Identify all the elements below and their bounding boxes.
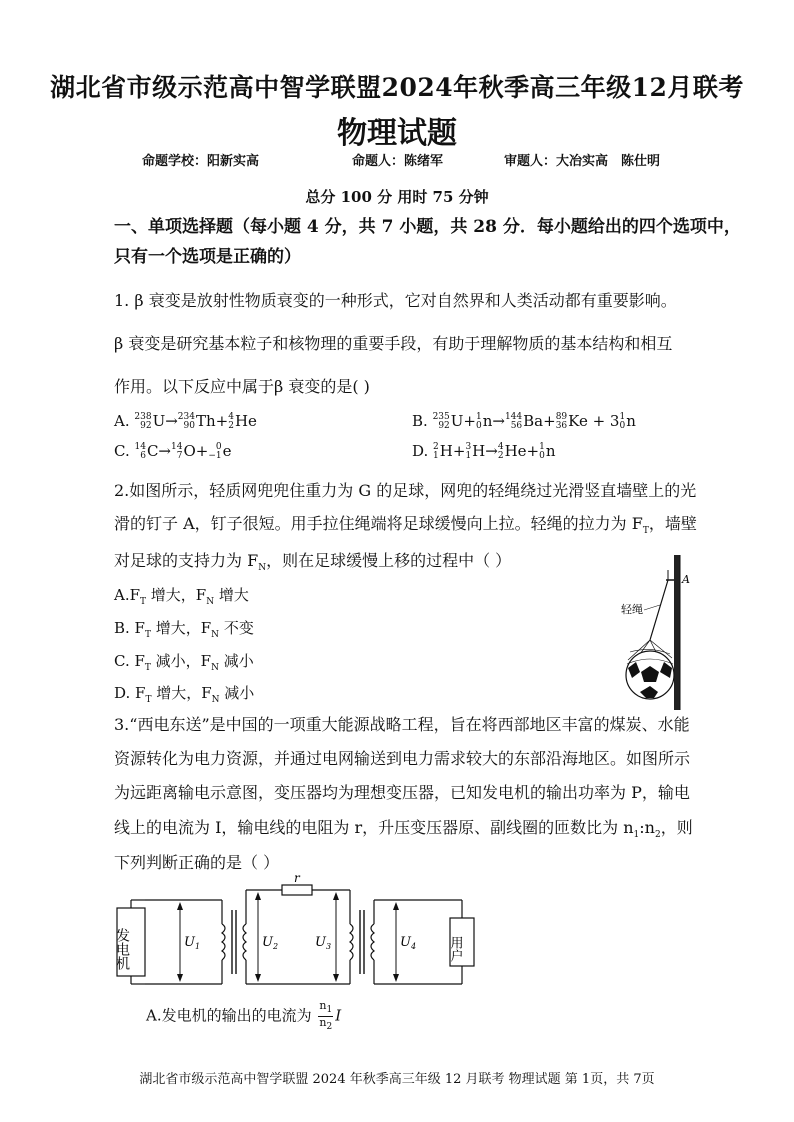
q3-option-a[interactable]: A.发电机的输出的电流为 $\frac{n_1}{n_2}$ I	[146, 999, 342, 1033]
section-heading: 一、单项选择题（每小题 4 分，共 7 小题，共 28 分．每小题给出的四个选项中，	[114, 217, 741, 237]
q3-line1: 3.“西电东送”是中国的一项重大能源战略工程，旨在将西部地区丰富的煤炭、水能	[114, 715, 690, 734]
q2-line1: 2.如图所示，轻质网兜兜住重力为 G 的足球，网兜的轻绳绕过光滑竖直墙壁上的光	[114, 481, 697, 500]
power-transmission-diagram	[112, 871, 482, 995]
resistor-r	[282, 885, 312, 895]
u2-label: $U_2$	[262, 935, 279, 951]
generator-label: 发电机	[114, 928, 130, 970]
q2-line2: 滑的钉子 A，钉子很短。用手拉住绳端将足球缓慢向上拉。轻绳的拉力为 $F_T$，墙壁	[114, 514, 697, 537]
football-wall-figure	[600, 550, 700, 710]
u1-label: $U_1$	[184, 935, 201, 951]
exam-title: 湖北省市级示范高中智学联盟2024年秋季高三年级12月联考	[50, 73, 744, 102]
school-label: 命题学校：阳新实高	[142, 154, 260, 169]
q2-option-d[interactable]: D. $F_T$ 增大，$F_N$ 减小	[114, 684, 255, 705]
total-score: 总分 100 分 用时 75 分钟	[305, 188, 489, 206]
reviewer-label: 审题人：大冶实高 陈仕明	[504, 154, 661, 169]
user-label: 用户	[447, 936, 463, 962]
q3-line5: 下列判断正确的是（ ）	[114, 853, 280, 872]
page-footer: 湖北省市级示范高中智学联盟 2024 年秋季高三年级 12 月联考 物理试题 第 1页，共 7页	[139, 1072, 655, 1087]
q1-line1: 1. β 衰变是放射性物质衰变的一种形式，它对自然界和人类活动都有重要影响。	[114, 291, 677, 310]
q2-option-a[interactable]: $A.F_T$ 增大，$F_N$ 增大	[114, 586, 249, 607]
q1-option-a[interactable]: A. 238 92 U→ 234 90 Th+ 4 2 He	[114, 412, 257, 431]
u3-label: $U_3$	[315, 935, 332, 951]
q2-option-b[interactable]: B. $F_T$ 增大，$F_N$ 不变	[114, 619, 254, 640]
q2-option-c[interactable]: C. $F_T$ 减小，$F_N$ 减小	[114, 652, 254, 673]
rope	[650, 580, 668, 640]
resistor-label: r	[294, 871, 300, 885]
q3-line2: 资源转化为电力资源，并通过电网输送到电力需求较大的东部沿海地区。如图所示	[114, 749, 691, 768]
q1-option-d[interactable]: D. 2 1 H+ 3 1 H→ 4 2 He+ 1 0 n	[412, 442, 556, 461]
q3-line4: 线上的电流为 I，输电线的电阻为 r，升压变压器原、副线圈的匝数比为 $n_1:n_2$，则	[114, 818, 693, 841]
q1-line2: β 衰变是研究基本粒子和核物理的重要手段，有助于理解物质的基本结构和相互	[114, 334, 673, 353]
q1-option-c[interactable]: C. 14 6 C→ 14 7 O+ 0 −1 e	[114, 442, 232, 461]
q1-option-b[interactable]: B. 235 92 U+ 1 0 n→ 144 56 Ba+ 89 36 Ke + 3 1 0 n	[412, 412, 636, 431]
q1-line3: 作用。以下反应中属于β 衰变的是( )	[114, 377, 370, 396]
nail-label: A	[682, 573, 690, 586]
author-label: 命题人：陈绪军	[352, 154, 444, 169]
section-heading-cont: 只有一个选项是正确的）	[114, 247, 301, 267]
q3-line3: 为远距离输电示意图，变压器均为理想变压器，已知发电机的输出功率为 P，输电	[114, 783, 690, 802]
rope-label: 轻绳	[621, 603, 643, 616]
exam-subtitle: 物理试题	[337, 116, 457, 151]
q2-line3: 对足球的支持力为 $F_N$，则在足球缓慢上移的过程中（ ）	[114, 551, 512, 574]
wall	[674, 555, 680, 710]
u4-label: $U_4$	[400, 935, 417, 951]
